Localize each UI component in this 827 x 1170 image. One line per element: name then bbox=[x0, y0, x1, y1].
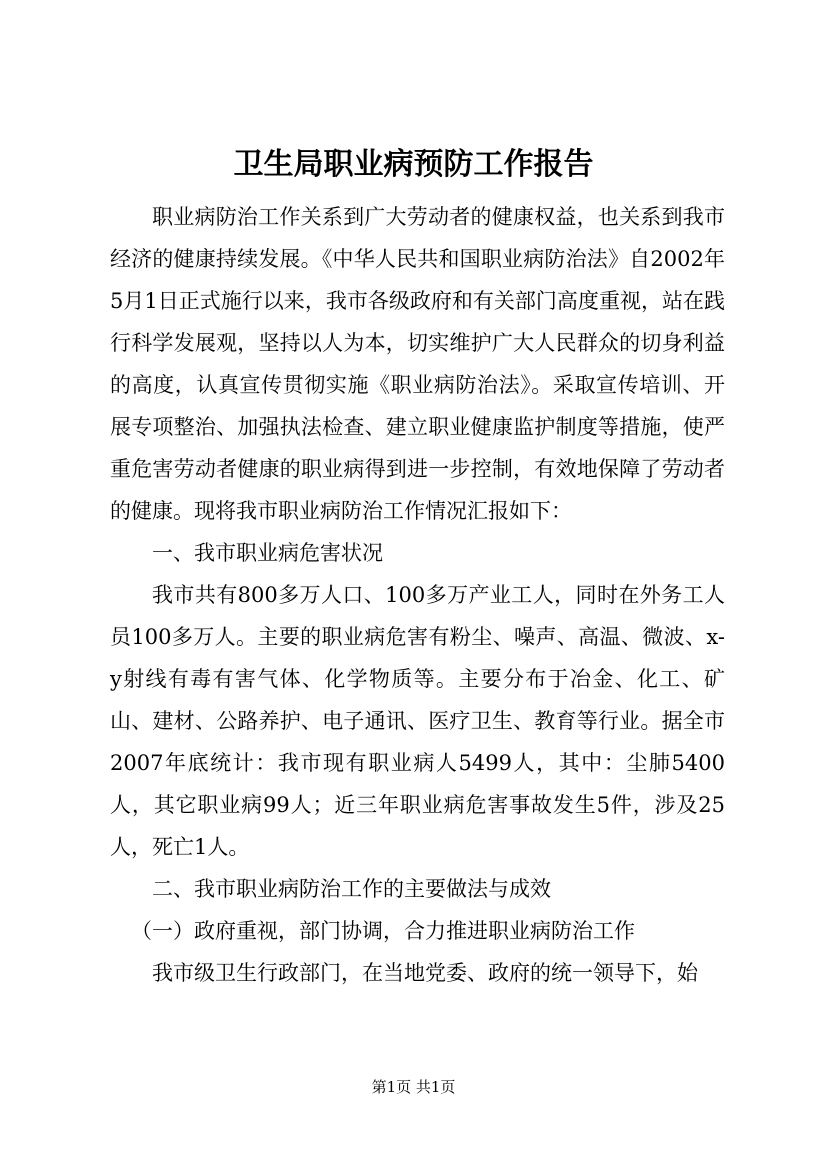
subsection-1-paragraph: 我市级卫生行政部门，在当地党委、政府的统一领导下，始 bbox=[152, 961, 698, 985]
subsection-heading-1: （一）政府重视，部门协调，合力推进职业病防治工作 bbox=[131, 919, 635, 943]
section-heading-1: 一、我市职业病危害状况 bbox=[152, 541, 383, 565]
document-body bbox=[110, 196, 725, 994]
intro-paragraph: 职业病防治工作关系到广大劳动者的健康权益，也关系到我市经济的健康持续发展。《中华人民共和国职业病防治法》自2002年5月1日正式施行以来，我市各级政府和有关部门高度重视，站在践行科学发展观，坚持以人为本，切实维护广大人民群众的切身利益的高度，认真宣传贯彻实施《职业病防治法》。采取宣传培训、开展专项整治、加强执法检查、建立职业健康监护制度等措施，使严重危害劳动者健康的职业病得到进一步控制，有效地保障了劳动者的健康。现将我市职业病防治工作情况汇报如下： bbox=[110, 205, 725, 523]
section-heading-2: 二、我市职业病防治工作的主要做法与成效 bbox=[152, 877, 551, 901]
document-title: 卫生局职业病预防工作报告 bbox=[233, 147, 594, 182]
page-footer: 第1页 共1页 bbox=[371, 1078, 456, 1096]
section-1-paragraph: 我市共有800多万人口、100多万产业工人，同时在外务工人员100多万人。主要的职业病危害有粉尘、噪声、高温、微波、x-y射线有毒有害气体、化学物质等。主要分布于冶金、化工、矿山、建材、公路养护、电子通讯、医疗卫生、教育等行业。据全市2007年底统计：我市现有职业病人5499人，其中：尘肺5400人，其它职业病99人；近三年职业病危害事故发生5件，涉及25人，死亡1人。 bbox=[110, 583, 725, 859]
